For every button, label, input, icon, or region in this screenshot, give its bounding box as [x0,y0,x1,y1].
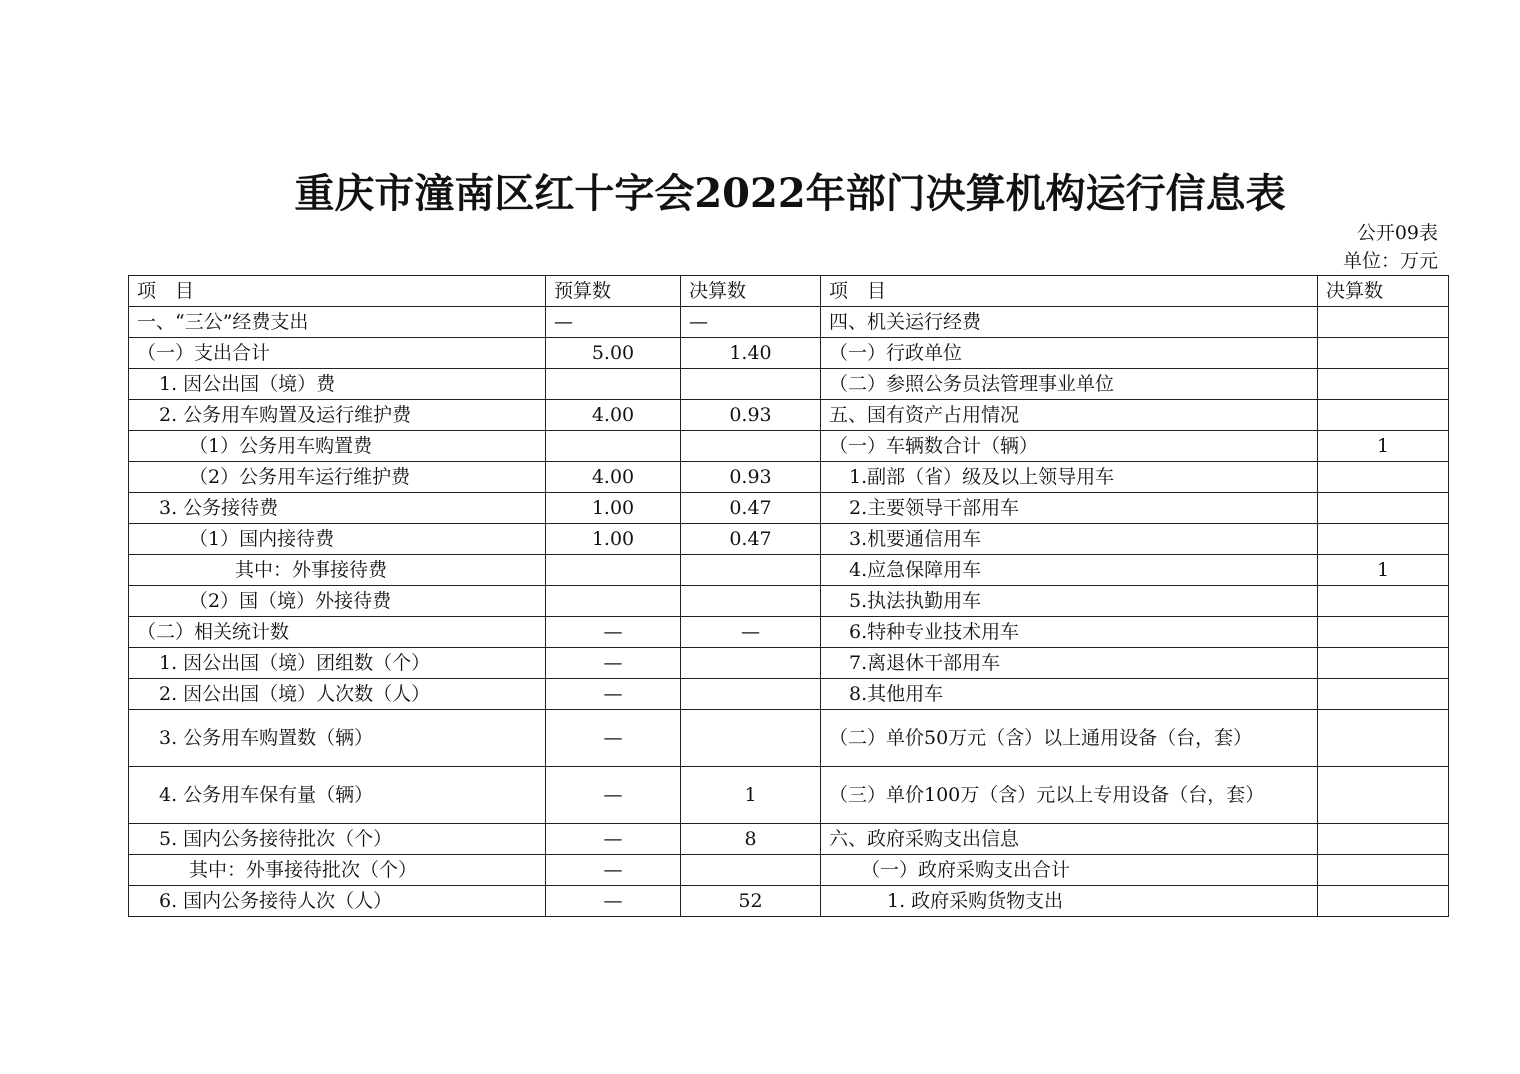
item-left: 6. 国内公务接待人次（人） [129,886,546,917]
item-left: 3. 公务用车购置数（辆） [129,710,546,767]
final-value-right [1318,493,1449,524]
item-right: （一）车辆数合计（辆） [821,431,1318,462]
table-row [129,886,1449,917]
final-value: 0.47 [681,493,821,524]
final-value-right [1318,679,1449,710]
table-row [129,524,1449,555]
table-row [129,493,1449,524]
table-row [129,338,1449,369]
item-right: 3.机要通信用车 [821,524,1318,555]
item-right: 4.应急保障用车 [821,555,1318,586]
table-row [129,400,1449,431]
budget-value: — [546,648,681,679]
budget-value: — [546,824,681,855]
item-right: （一）政府采购支出合计 [821,855,1318,886]
table-row [129,555,1449,586]
table-header-row [129,276,1449,307]
final-value-right: 1 [1318,431,1449,462]
final-value-right [1318,400,1449,431]
table-row [129,369,1449,400]
budget-value: — [546,710,681,767]
item-right: 六、政府采购支出信息 [821,824,1318,855]
item-left: 一、“三公”经费支出 [129,307,546,338]
final-value: 8 [681,824,821,855]
item-left: 2. 因公出国（境）人次数（人） [129,679,546,710]
final-value-right [1318,338,1449,369]
item-left: 其中：外事接待费 [129,555,546,586]
table-row [129,586,1449,617]
final-value [681,679,821,710]
item-left: 3. 公务接待费 [129,493,546,524]
table-row [129,431,1449,462]
final-value [681,586,821,617]
budget-value [546,555,681,586]
table-row [129,617,1449,648]
budget-value: — [546,886,681,917]
final-value-right [1318,617,1449,648]
final-value-right [1318,307,1449,338]
final-value-right [1318,369,1449,400]
item-left: （1）国内接待费 [129,524,546,555]
item-left: （一）支出合计 [129,338,546,369]
budget-value: — [546,307,681,338]
budget-value [546,586,681,617]
item-right: 7.离退休干部用车 [821,648,1318,679]
item-right: 5.执法执勤用车 [821,586,1318,617]
table-row [129,767,1449,824]
item-left: 5. 国内公务接待批次（个） [129,824,546,855]
unit-label: 单位：万元 [1342,250,1438,272]
table-row [129,307,1449,338]
budget-value: 5.00 [546,338,681,369]
table-row [129,679,1449,710]
final-value-right [1318,855,1449,886]
final-value: 0.93 [681,462,821,493]
budget-value: — [546,617,681,648]
table-row [129,710,1449,767]
budget-value: — [546,855,681,886]
item-right: （二）参照公务员法管理事业单位 [821,369,1318,400]
header-final-right: 决算数 [1318,276,1449,307]
final-value-right [1318,648,1449,679]
item-left: （2）公务用车运行维护费 [129,462,546,493]
item-right: 2.主要领导干部用车 [821,493,1318,524]
item-right: 8.其他用车 [821,679,1318,710]
item-right: 1.副部（省）级及以上领导用车 [821,462,1318,493]
item-right: 四、机关运行经费 [821,307,1318,338]
header-budget: 预算数 [546,276,681,307]
item-right: （二）单价50万元（含）以上通用设备（台，套） [821,710,1318,767]
item-left: 2. 公务用车购置及运行维护费 [129,400,546,431]
item-right: （三）单价100万（含）元以上专用设备（台，套） [821,767,1318,824]
final-value [681,710,821,767]
final-value [681,431,821,462]
budget-value: 4.00 [546,462,681,493]
table-row [129,855,1449,886]
header-item-left: 项 目 [129,276,546,307]
budget-value: 1.00 [546,493,681,524]
final-value: 0.47 [681,524,821,555]
budget-value [546,369,681,400]
header-item-right: 项 目 [821,276,1318,307]
final-value: 1 [681,767,821,824]
final-value-right [1318,886,1449,917]
final-value: 0.93 [681,400,821,431]
page-title: 重庆市潼南区红十字会2022年部门决算机构运行信息表 [294,170,1286,217]
budget-value: — [546,767,681,824]
item-left: 其中：外事接待批次（个） [129,855,546,886]
item-left: （二）相关统计数 [129,617,546,648]
table-row [129,462,1449,493]
header-final-left: 决算数 [681,276,821,307]
item-right: （一）行政单位 [821,338,1318,369]
operation-info-table [128,275,1449,917]
final-value-right [1318,767,1449,824]
table-code: 公开09表 [1356,222,1438,244]
item-left: 1. 因公出国（境）费 [129,369,546,400]
final-value: 1.40 [681,338,821,369]
item-right: 1. 政府采购货物支出 [821,886,1318,917]
table-row [129,648,1449,679]
item-right: 五、国有资产占用情况 [821,400,1318,431]
item-left: 1. 因公出国（境）团组数（个） [129,648,546,679]
final-value: 52 [681,886,821,917]
item-left: 4. 公务用车保有量（辆） [129,767,546,824]
final-value [681,648,821,679]
final-value-right: 1 [1318,555,1449,586]
item-left: （1）公务用车购置费 [129,431,546,462]
item-left: （2）国（境）外接待费 [129,586,546,617]
final-value-right [1318,710,1449,767]
budget-value: 4.00 [546,400,681,431]
final-value-right [1318,824,1449,855]
budget-value: 1.00 [546,524,681,555]
final-value: — [681,617,821,648]
budget-value [546,431,681,462]
final-value [681,555,821,586]
final-value [681,855,821,886]
final-value [681,369,821,400]
table-row [129,824,1449,855]
final-value-right [1318,524,1449,555]
budget-value: — [546,679,681,710]
final-value: — [681,307,821,338]
item-right: 6.特种专业技术用车 [821,617,1318,648]
final-value-right [1318,462,1449,493]
final-value-right [1318,586,1449,617]
